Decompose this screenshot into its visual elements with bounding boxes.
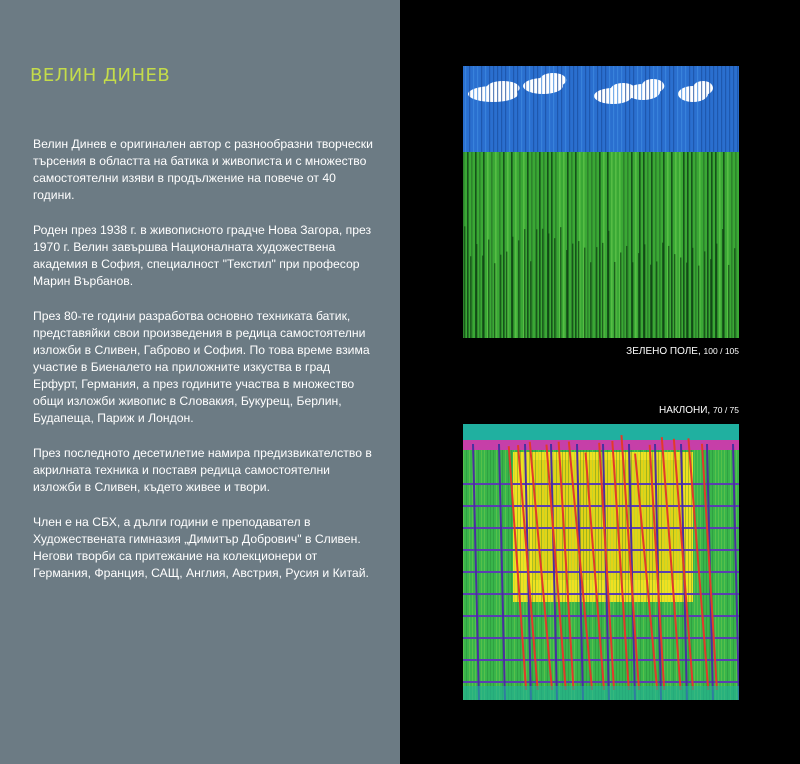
bio-paragraph: През последното десетилетие намира предизвикателство в акрилната техника и поставя редица самостоятелни изложби в Сливен, където живее и твори. bbox=[33, 446, 372, 494]
artwork-caption-slopes bbox=[659, 405, 739, 416]
bio-paragraph: Велин Динев е оригинален автор с разнообразни творчески търсения в областта на батика и живописта и с множество самостоятелни изяви в продължение на повече от 40 години. bbox=[33, 137, 373, 202]
artist-biography bbox=[33, 136, 373, 600]
green-field-artwork-image bbox=[463, 66, 739, 338]
slopes-artwork-image bbox=[463, 424, 739, 700]
painting-green-field bbox=[463, 66, 739, 338]
artwork-dimensions: 100 / 105 bbox=[703, 346, 739, 356]
bio-paragraph: Роден през 1938 г. в живописното градче Нова Загора, през 1970 г. Велин завършва Националната художествена академия в София, специалност "Текстил" при професор Марин Върбанов. bbox=[33, 223, 372, 288]
bio-paragraph: През 80-те години разработва основно техниката батик, представяйки свои произведения в редица самостоятелни изложби в Сливен, Габрово и София. По това време взима участие в Биеналето на приложните изкуства в град Ерфурт, Германия, а през годините участва в множество общи изложби живопис в Словакия, Букурещ, Берлин, Будапеща, Париж и Лондон. bbox=[33, 309, 370, 425]
artwork-caption-green-field bbox=[626, 346, 739, 357]
bio-paragraph: Член е на СБХ, а дълги години е преподавател в Художествената гимназия „Димитър Добрович" в Сливен. Негови творби са притежание на колекционери от Германия, Франция, САЩ, Англия, Австрия, Русия и Китай. bbox=[33, 515, 369, 580]
artwork-title: НАКЛОНИ, bbox=[658, 405, 711, 416]
artwork-title: ЗЕЛЕНО ПОЛЕ, bbox=[626, 346, 701, 357]
painting-slopes bbox=[463, 424, 739, 700]
artwork-dimensions: 70 / 75 bbox=[713, 405, 739, 415]
artist-name-title: ВЕЛИН ДИНЕВ bbox=[30, 65, 171, 86]
